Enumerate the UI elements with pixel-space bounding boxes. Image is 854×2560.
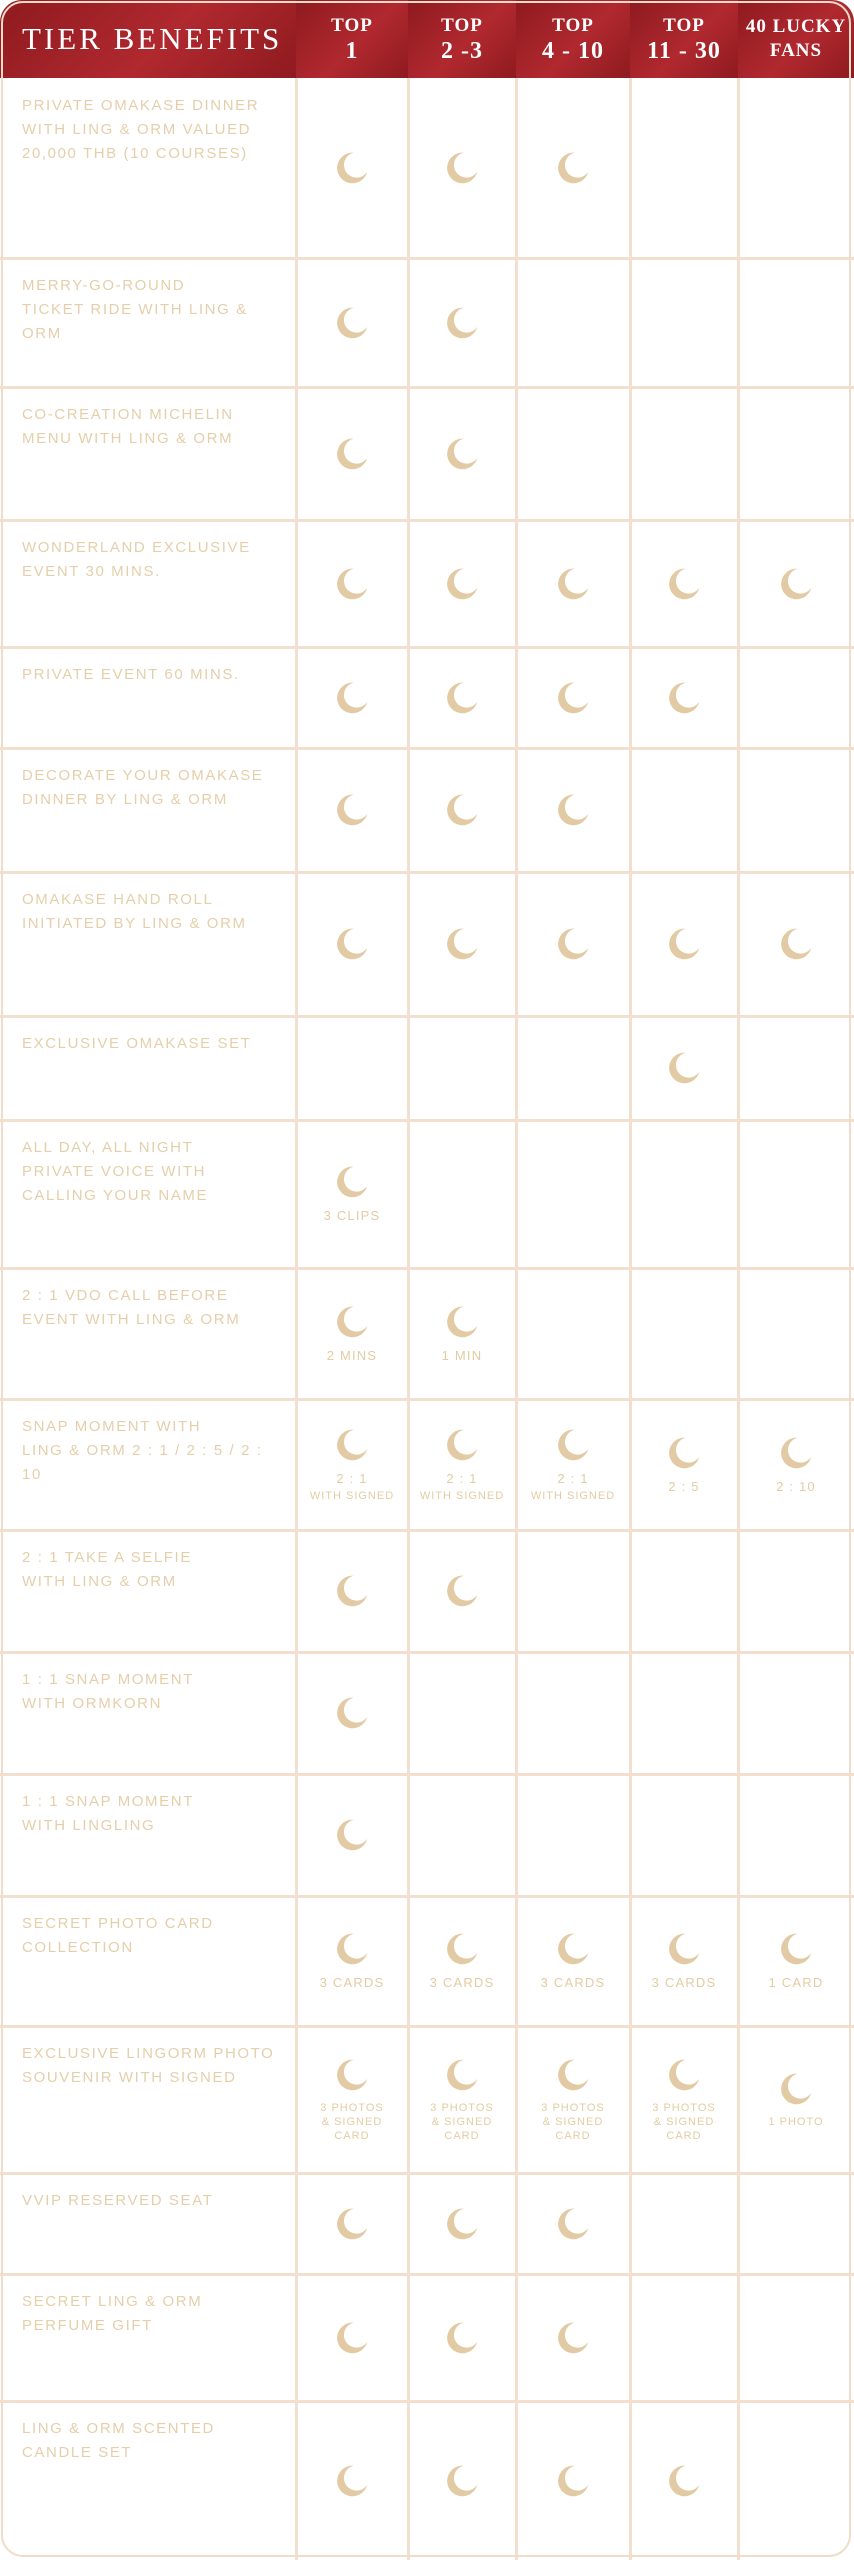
row-divider (0, 519, 854, 522)
cell-note: 1 CARD (768, 1975, 824, 1990)
crescent-moon-icon (444, 566, 480, 602)
benefit-cell (408, 2173, 516, 2274)
benefit-cell (516, 1268, 630, 1399)
row-divider (0, 646, 854, 649)
crescent-moon-icon (334, 2206, 370, 2242)
benefit-cell (738, 1774, 854, 1896)
crescent-moon-icon (334, 305, 370, 341)
header-tier-cell (408, 0, 516, 78)
crescent-moon-icon (444, 436, 480, 472)
benefit-cell (630, 1120, 738, 1268)
benefit-cell (408, 1652, 516, 1774)
cell-subnote: 3 PHOTOS & SIGNED CARD (541, 2101, 605, 2142)
tier-value: FANS (769, 40, 823, 61)
cell-note: 3 CLIPS (323, 1208, 381, 1223)
benefit-cell (408, 647, 516, 748)
row-divider (0, 1119, 854, 1122)
benefit-cell (296, 2401, 408, 2560)
column-divider (629, 78, 632, 2560)
benefit-cell (738, 748, 854, 872)
crescent-moon-icon (555, 792, 591, 828)
benefit-cell (408, 2026, 516, 2173)
benefit-cell (408, 1530, 516, 1652)
crescent-moon-icon (334, 1695, 370, 1731)
crescent-moon-icon (334, 2057, 370, 2093)
benefit-cell (738, 2274, 854, 2401)
crescent-moon-icon (444, 1427, 480, 1463)
crescent-moon-icon (666, 926, 702, 962)
benefit-cell (738, 2401, 854, 2560)
header-tier-cell (630, 0, 738, 78)
benefit-label: PRIVATE EVENT 60 MINS. (22, 666, 240, 683)
cell-note: 2 : 1 (336, 1470, 368, 1486)
crescent-moon-icon (444, 1573, 480, 1609)
benefit-cell (296, 872, 408, 1016)
crescent-moon-icon (444, 2206, 480, 2242)
cell-subnote: WITH SIGNED (530, 1489, 616, 1502)
benefit-cell (630, 78, 738, 258)
benefit-label: VVIP RESERVED SEAT (22, 2192, 214, 2209)
row-divider (0, 2172, 854, 2175)
benefit-cell (516, 2274, 630, 2401)
benefit-cell (738, 2026, 854, 2173)
crescent-moon-icon (555, 566, 591, 602)
benefit-cell (630, 2173, 738, 2274)
benefit-label: PRIVATE OMAKASE DINNER WITH LING & ORM VALUED 20,000 THB (10 COURSES) (22, 97, 260, 162)
header-tier-cell (296, 0, 408, 78)
tier-label: TOP (441, 15, 483, 36)
benefit-cell (516, 258, 630, 387)
benefit-label: OMAKASE HAND ROLL INITIATED BY LING & ORM (22, 891, 247, 932)
header-title: TIER BENEFITS (22, 21, 283, 56)
tier-value: 11 - 30 (647, 38, 721, 64)
header-tier-cell (738, 0, 854, 78)
benefit-cell (738, 78, 854, 258)
header-tier-cell (516, 0, 630, 78)
benefit-label: DECORATE YOUR OMAKASE DINNER BY LING & ORM (22, 767, 264, 808)
crescent-moon-icon (666, 1931, 702, 1967)
benefit-cell (516, 1016, 630, 1120)
benefit-cell (296, 1120, 408, 1268)
crescent-moon-icon (555, 1427, 591, 1463)
benefit-cell (296, 520, 408, 647)
crescent-moon-icon (444, 2057, 480, 2093)
benefit-cell (738, 1399, 854, 1530)
benefit-cell (630, 1268, 738, 1399)
crescent-moon-icon (666, 2463, 702, 2499)
row-divider (0, 747, 854, 750)
crescent-moon-icon (555, 150, 591, 186)
header-title-cell (0, 0, 296, 78)
crescent-moon-icon (555, 680, 591, 716)
benefit-cell (296, 1268, 408, 1399)
row-divider (0, 1895, 854, 1898)
row-divider (0, 1267, 854, 1270)
benefit-cell (408, 520, 516, 647)
benefit-cell (630, 387, 738, 520)
crescent-moon-icon (555, 926, 591, 962)
crescent-moon-icon (444, 792, 480, 828)
benefit-label: 1 : 1 SNAP MOMENT WITH LINGLING (22, 1793, 194, 1834)
cell-note: 2 : 1 (557, 1470, 589, 1486)
benefit-cell (408, 2274, 516, 2401)
cell-note: 3 CARDS (319, 1975, 385, 1990)
crescent-moon-icon (778, 1931, 814, 1967)
crescent-moon-icon (444, 305, 480, 341)
benefit-cell (408, 872, 516, 1016)
benefit-label: 2 : 1 VDO CALL BEFORE EVENT WITH LING & ORM (22, 1287, 241, 1328)
crescent-moon-icon (778, 2071, 814, 2107)
row-divider (0, 1529, 854, 1532)
tier-value: 2 -3 (441, 38, 483, 64)
crescent-moon-icon (555, 2320, 591, 2356)
benefit-cell (630, 1399, 738, 1530)
tier-label: TOP (552, 15, 594, 36)
cell-note: 2 : 10 (776, 1478, 816, 1494)
benefit-cell (408, 1016, 516, 1120)
tier-label: 40 LUCKY (745, 16, 847, 37)
benefit-cell (296, 748, 408, 872)
benefit-cell (738, 1268, 854, 1399)
benefit-cell (408, 1774, 516, 1896)
crescent-moon-icon (555, 2463, 591, 2499)
benefit-cell (408, 1268, 516, 1399)
benefit-label: SNAP MOMENT WITH LING & ORM 2 : 1 / 2 : 5 / 2 : 10 (22, 1418, 263, 1483)
benefit-label: SECRET LING & ORM PERFUME GIFT (22, 2293, 203, 2334)
benefit-cell (296, 258, 408, 387)
benefit-cell (516, 78, 630, 258)
benefit-cell (296, 1530, 408, 1652)
benefit-cell (296, 2026, 408, 2173)
benefit-cell (630, 1016, 738, 1120)
row-divider (0, 1773, 854, 1776)
row-divider (0, 257, 854, 260)
benefit-cell (408, 387, 516, 520)
benefit-cell (516, 1120, 630, 1268)
crescent-moon-icon (334, 1164, 370, 1200)
benefit-cell (630, 2401, 738, 2560)
benefit-label: EXCLUSIVE OMAKASE SET (22, 1035, 252, 1052)
crescent-moon-icon (334, 1573, 370, 1609)
benefit-cell (738, 387, 854, 520)
benefit-label: LING & ORM SCENTED CANDLE SET (22, 2420, 215, 2461)
benefit-cell (408, 258, 516, 387)
row-divider (0, 2273, 854, 2276)
crescent-moon-icon (334, 926, 370, 962)
benefit-label: ALL DAY, ALL NIGHT PRIVATE VOICE WITH CALLING YOUR NAME (22, 1139, 209, 1204)
benefit-cell (516, 2173, 630, 2274)
benefit-cell (408, 1399, 516, 1530)
row-divider (0, 1015, 854, 1018)
crescent-moon-icon (334, 1931, 370, 1967)
benefit-cell (296, 1774, 408, 1896)
cell-subnote: 3 PHOTOS & SIGNED CARD (652, 2101, 716, 2142)
benefit-cell (516, 2401, 630, 2560)
benefit-cell (516, 647, 630, 748)
benefit-cell (408, 2401, 516, 2560)
benefit-cell (738, 1896, 854, 2026)
cell-subnote: WITH SIGNED (309, 1489, 395, 1502)
benefit-label: 1 : 1 SNAP MOMENT WITH ORMKORN (22, 1671, 194, 1712)
benefit-cell (516, 1774, 630, 1896)
cell-note: 3 CARDS (651, 1975, 717, 1990)
benefit-cell (296, 2274, 408, 2401)
benefit-cell (296, 2173, 408, 2274)
cell-note: 2 : 1 (446, 1470, 478, 1486)
benefit-label: WONDERLAND EXCLUSIVE EVENT 30 MINS. (22, 539, 251, 580)
cell-subnote: WITH SIGNED (419, 1489, 505, 1502)
crescent-moon-icon (334, 2320, 370, 2356)
row-divider (0, 1651, 854, 1654)
crescent-moon-icon (444, 150, 480, 186)
benefit-cell (516, 1896, 630, 2026)
cell-note: 1 MIN (441, 1347, 483, 1363)
crescent-moon-icon (666, 1435, 702, 1471)
crescent-moon-icon (334, 2463, 370, 2499)
crescent-moon-icon (334, 1427, 370, 1463)
column-divider (295, 78, 298, 2560)
cell-note: 3 CARDS (540, 1975, 606, 1990)
tier-label: TOP (331, 15, 373, 36)
benefit-cell (630, 872, 738, 1016)
crescent-moon-icon (555, 1931, 591, 1967)
benefit-cell (630, 748, 738, 872)
crescent-moon-icon (666, 680, 702, 716)
column-divider (407, 78, 410, 2560)
row-divider (0, 386, 854, 389)
crescent-moon-icon (778, 566, 814, 602)
column-divider (515, 78, 518, 2560)
column-divider (737, 78, 740, 2560)
benefit-cell (738, 1120, 854, 1268)
benefit-cell (630, 1896, 738, 2026)
crescent-moon-icon (334, 150, 370, 186)
crescent-moon-icon (334, 1817, 370, 1853)
benefit-cell (738, 1652, 854, 1774)
benefit-cell (738, 1016, 854, 1120)
crescent-moon-icon (666, 566, 702, 602)
benefit-cell (738, 2173, 854, 2274)
crescent-moon-icon (334, 680, 370, 716)
tier-value: 4 - 10 (542, 38, 604, 64)
crescent-moon-icon (444, 1304, 480, 1340)
benefit-cell (516, 872, 630, 1016)
crescent-moon-icon (334, 566, 370, 602)
benefit-cell (296, 1016, 408, 1120)
crescent-moon-icon (666, 1050, 702, 1086)
benefit-cell (408, 78, 516, 258)
benefit-cell (630, 1530, 738, 1652)
crescent-moon-icon (778, 1435, 814, 1471)
benefit-label: MERRY-GO-ROUND TICKET RIDE WITH LING & ORM (22, 277, 248, 342)
cell-subnote: 3 PHOTOS & SIGNED CARD (320, 2101, 384, 2142)
benefit-cell (516, 1530, 630, 1652)
benefit-cell (516, 1652, 630, 1774)
benefit-cell (296, 1652, 408, 1774)
benefit-cell (630, 1652, 738, 1774)
crescent-moon-icon (778, 926, 814, 962)
benefit-cell (516, 520, 630, 647)
benefit-cell (630, 520, 738, 647)
row-divider (0, 1398, 854, 1401)
row-divider (0, 871, 854, 874)
benefit-cell (630, 647, 738, 748)
benefit-cell (408, 1120, 516, 1268)
benefit-cell (738, 258, 854, 387)
cell-note: 3 CARDS (429, 1975, 495, 1990)
crescent-moon-icon (555, 2057, 591, 2093)
crescent-moon-icon (444, 2463, 480, 2499)
tier-label: TOP (663, 15, 705, 36)
cell-note: 2 MINS (326, 1347, 378, 1363)
benefit-cell (516, 1399, 630, 1530)
benefit-cell (738, 520, 854, 647)
benefit-cell (516, 387, 630, 520)
benefit-cell (296, 387, 408, 520)
crescent-moon-icon (666, 2057, 702, 2093)
benefit-label: SECRET PHOTO CARD COLLECTION (22, 1915, 214, 1956)
cell-subnote: 1 PHOTO (768, 2115, 824, 2128)
benefit-cell (738, 1530, 854, 1652)
benefit-cell (516, 748, 630, 872)
benefit-cell (630, 258, 738, 387)
benefit-cell (630, 2026, 738, 2173)
benefit-cell (296, 647, 408, 748)
benefit-cell (630, 1774, 738, 1896)
crescent-moon-icon (334, 792, 370, 828)
benefit-cell (630, 2274, 738, 2401)
crescent-moon-icon (444, 2320, 480, 2356)
row-divider (0, 2025, 854, 2028)
cell-note: 2 : 5 (668, 1478, 700, 1494)
benefit-cell (296, 1896, 408, 2026)
crescent-moon-icon (555, 2206, 591, 2242)
crescent-moon-icon (334, 1304, 370, 1340)
benefit-label: CO-CREATION MICHELIN MENU WITH LING & ORM (22, 406, 234, 447)
benefit-cell (408, 1896, 516, 2026)
benefit-cell (738, 647, 854, 748)
benefit-label: 2 : 1 TAKE A SELFIE WITH LING & ORM (22, 1549, 192, 1590)
crescent-moon-icon (444, 1931, 480, 1967)
cell-subnote: 3 PHOTOS & SIGNED CARD (430, 2101, 494, 2142)
crescent-moon-icon (444, 680, 480, 716)
row-divider (0, 2400, 854, 2403)
tier-value: 1 (345, 38, 359, 64)
benefit-cell (296, 78, 408, 258)
benefit-cell (408, 748, 516, 872)
benefit-cell (516, 2026, 630, 2173)
benefit-cell (738, 872, 854, 1016)
crescent-moon-icon (334, 436, 370, 472)
benefit-label: EXCLUSIVE LINGORM PHOTO SOUVENIR WITH SIGNED (22, 2045, 275, 2086)
benefit-cell (296, 1399, 408, 1530)
crescent-moon-icon (444, 926, 480, 962)
